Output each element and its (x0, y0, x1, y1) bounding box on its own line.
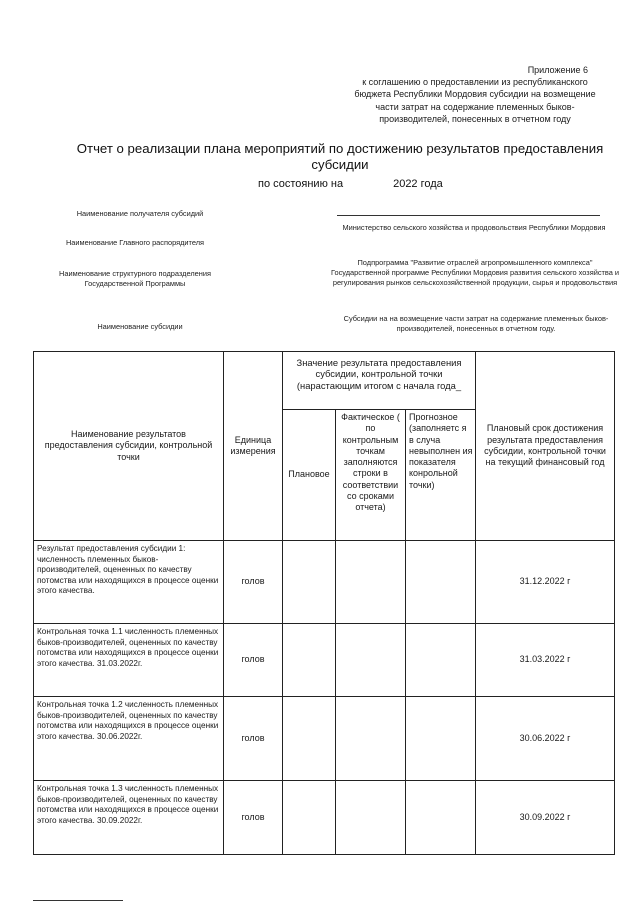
row-result-name: Контрольная точка 1.1 численность племенных быков-производителей, оцененных по качеству потомства или находящихся в процессе оценки этого качества. 31.03.2022г. (34, 624, 224, 697)
appendix-line-1: к соглашению о предоставлении из республиканского (362, 77, 588, 88)
report-year: 2022 года (393, 178, 443, 190)
row-forecast (406, 697, 476, 781)
header-deadline: Плановый срок достижения результата предоставления субсидии, контрольной точки на текущий финансовый год (476, 352, 615, 541)
table-row (34, 697, 615, 781)
header-planned: Плановое (283, 410, 336, 541)
row-actual (336, 541, 406, 624)
recipient-underline (337, 215, 600, 216)
row-actual (336, 781, 406, 855)
row-planned (283, 697, 336, 781)
as-of-label: по состоянию на (258, 178, 344, 190)
subsidy-name-label: Наименование субсидии (97, 322, 183, 331)
appendix-header (330, 64, 620, 125)
row-planned (283, 624, 336, 697)
row-deadline: 31.03.2022 г (476, 624, 615, 697)
row-forecast (406, 781, 476, 855)
table-header-row-1 (34, 352, 615, 410)
row-forecast (406, 541, 476, 624)
row-unit: голов (224, 624, 283, 697)
structural-unit-value: Подпрограмма "Развитие отраслей агропромышленного комплекса" Государственной программе Республики Мордовия развития сельского хозяйства и регулирования рынков сельскохозяйственной продукции, сырья и продовольствия (330, 258, 620, 287)
table-row (34, 541, 615, 624)
row-actual (336, 697, 406, 781)
table-row (34, 624, 615, 697)
table-row (34, 781, 615, 855)
header-unit: Единица измерения (224, 352, 283, 541)
row-result-name: Контрольная точка 1.2 численность племенных быков-производителей, оцененных по качеству потомства или находящихся в процессе оценки этого качества. 30.06.2022г. (34, 697, 224, 781)
row-unit: голов (224, 781, 283, 855)
row-unit: голов (224, 697, 283, 781)
appendix-line-4: производителей, понесенных в отчетном году (379, 113, 571, 124)
row-planned (283, 781, 336, 855)
header-forecast: Прогнозное (заполняетс я в случа невыполнен ия показателя конрольной точки) (406, 410, 476, 541)
chief-manager-label: Наименование Главного распорядителя (65, 238, 205, 247)
row-forecast (406, 624, 476, 697)
structural-unit-label: Наименование структурного подразделения Государственной Программы (59, 269, 211, 288)
report-title: Отчет о реализации плана мероприятий по достижению результатов предоставления субсидии (76, 141, 604, 172)
header-value-group: Значение результата предоставления субсидии, контрольной точки (нарастающим итогом с начала года_ (283, 352, 476, 410)
row-result-name: Результат предоставления субсидии 1: численность племенных быков-производителей, оцененных по качеству потомства или находящихся в процессе оценки этого качества. (34, 541, 224, 624)
row-result-name: Контрольная точка 1.3 численность племенных быков-производителей, оцененных по качеству потомства или находящихся в процессе оценки этого качества. 30.09.2022г. (34, 781, 224, 855)
row-actual (336, 624, 406, 697)
appendix-line-3: части затрат на содержание племенных быков- (375, 101, 575, 112)
as-of-line (258, 178, 443, 190)
results-table (33, 351, 615, 855)
header-result-name: Наименование результатов предоставления субсидии, контрольной точки (34, 352, 224, 541)
row-deadline: 30.06.2022 г (476, 697, 615, 781)
appendix-line-2: бюджета Республики Мордовия субсидии на возмещение (354, 89, 596, 100)
row-deadline: 30.09.2022 г (476, 781, 615, 855)
row-unit: голов (224, 541, 283, 624)
row-deadline: 31.12.2022 г (476, 541, 615, 624)
chief-manager-value: Министерство сельского хозяйства и продовольствия Республики Мордовия (342, 223, 606, 232)
header-actual: Фактическое ( по контрольным точкам заполняются строки в соответствии со сроками отчета) (336, 410, 406, 541)
footnote-separator (33, 900, 123, 901)
subsidy-name-value: Субсидии на на возмещение части затрат на содержание племенных быков-производителей, понесенных в отчетном году. (343, 314, 609, 333)
recipient-label: Наименование получателя субсидий (76, 209, 204, 218)
appendix-title: Приложение 6 (527, 65, 588, 75)
row-planned (283, 541, 336, 624)
